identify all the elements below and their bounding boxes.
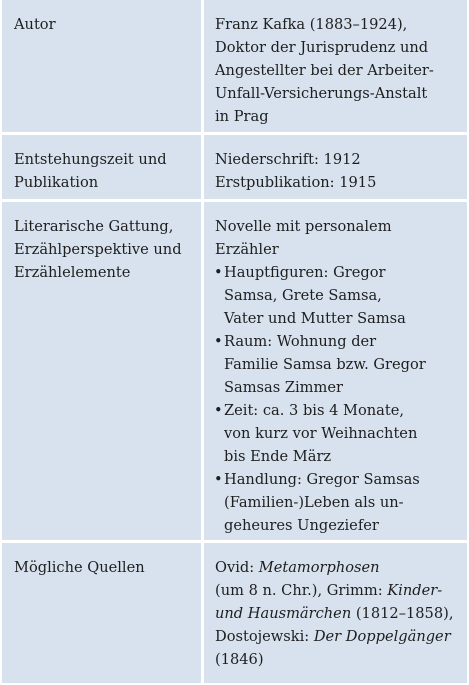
value-line: (um 8 n. Chr.), Grimm: Kinder- <box>215 582 443 599</box>
list-item-line: geheures Ungeziefer <box>224 517 379 534</box>
list-item-line: • Zeit: ca. 3 bis 4 Monate, <box>224 402 404 419</box>
label-text: Erzählperspektive und <box>14 241 182 258</box>
label-text: Mögliche Quellen <box>14 559 145 576</box>
list-item <box>215 261 457 330</box>
list-item <box>215 468 457 537</box>
label-cell <box>2 0 201 132</box>
label-cell <box>2 543 201 683</box>
value-line: in Prag <box>215 108 269 125</box>
table-row-sources <box>0 543 469 683</box>
value-line: Erstpublikation: 1915 <box>215 174 377 191</box>
label-text: Literarische Gattung, <box>14 218 174 235</box>
work-title: Metamorphosen <box>258 559 380 576</box>
list-item-line: • Hauptfiguren: Gregor <box>224 264 386 281</box>
list-item-line: Samsas Zimmer <box>224 379 343 396</box>
list-item <box>215 330 457 399</box>
list-item-line: Vater und Mutter Samsa <box>224 310 406 327</box>
value-cell <box>204 135 467 199</box>
label-text: Autor <box>14 16 56 33</box>
list-item-line: Familie Samsa bzw. Gregor <box>224 356 426 373</box>
label-cell <box>2 202 201 540</box>
list-item-line: von kurz vor Weihnachten <box>224 425 418 442</box>
element-list <box>215 261 457 537</box>
value-line: Erzähler <box>215 241 279 258</box>
list-item <box>215 399 457 468</box>
value-line: Angestellter bei der Arbeiter- <box>215 62 434 79</box>
table-row-publication <box>0 135 469 199</box>
value-line: Novelle mit personalem <box>215 218 392 235</box>
list-item-line: Samsa, Grete Samsa, <box>224 287 382 304</box>
value-line: und Hausmärchen (1812–1858), <box>215 605 454 622</box>
value-line: (1846) <box>215 651 264 668</box>
value-line: Unfall-Versicherungs-Anstalt <box>215 85 428 102</box>
list-item-line: • Handlung: Gregor Samsas <box>224 471 420 488</box>
table-row-author <box>0 0 469 132</box>
list-item-line: (Familien-)Leben als un- <box>224 494 404 511</box>
value-cell <box>204 0 467 132</box>
value-line: Dostojewski: Der Doppelgänger <box>215 628 451 645</box>
value-line: Ovid: Metamorphosen <box>215 559 380 576</box>
label-text: Entstehungszeit und <box>14 151 167 168</box>
table-row-genre <box>0 202 469 540</box>
work-title: Der Doppelgänger <box>313 628 451 645</box>
value-line: Franz Kafka (1883–1924), <box>215 16 408 33</box>
value-line: Niederschrift: 1912 <box>215 151 361 168</box>
list-item-line: bis Ende März <box>224 448 332 465</box>
list-item-line: • Raum: Wohnung der <box>224 333 377 350</box>
value-cell <box>204 202 467 540</box>
label-text: Erzählelemente <box>14 264 131 281</box>
label-text: Publikation <box>14 174 99 191</box>
value-cell <box>204 543 467 683</box>
work-title: Kinder- <box>387 582 443 599</box>
label-cell <box>2 135 201 199</box>
work-title: und Hausmärchen <box>215 605 352 622</box>
value-line: Doktor der Jurisprudenz und <box>215 39 429 56</box>
